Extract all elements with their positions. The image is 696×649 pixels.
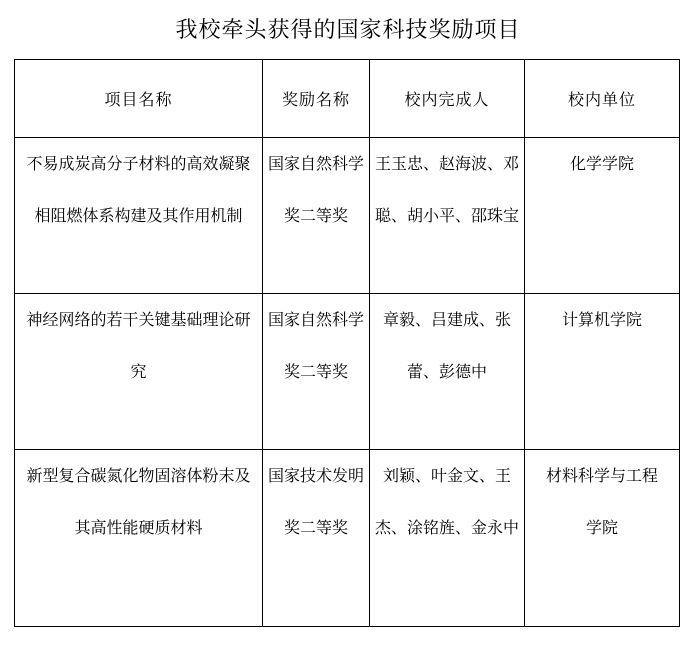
- header-completers: 校内完成人: [370, 60, 525, 138]
- table-row: [15, 450, 680, 627]
- unit-cell: 计算机学院: [525, 294, 680, 450]
- award-name-cell: 国家技术发明奖二等奖: [263, 450, 370, 627]
- award-name-cell: 国家自然科学奖二等奖: [263, 138, 370, 294]
- project-name-cell: 神经网络的若干关键基础理论研究: [15, 294, 263, 450]
- page-title: 我校牵头获得的国家科技奖励项目: [175, 18, 521, 43]
- header-project-name: 项目名称: [15, 60, 263, 138]
- header-unit: 校内单位: [525, 60, 680, 138]
- project-name-cell: 不易成炭高分子材料的高效凝聚相阻燃体系构建及其作用机制: [15, 138, 263, 294]
- unit-cell: 化学学院: [525, 138, 680, 294]
- table-header-row: [15, 60, 680, 138]
- award-name-cell: 国家自然科学奖二等奖: [263, 294, 370, 450]
- awards-table: [14, 59, 680, 627]
- unit-cell: 材料科学与工程学院: [525, 450, 680, 627]
- completers-cell: 章毅、吕建成、张蕾、彭德中: [370, 294, 525, 450]
- table-row: [15, 138, 680, 294]
- completers-cell: 王玉忠、赵海波、邓聪、胡小平、邵珠宝: [370, 138, 525, 294]
- completers-cell: 刘颖、叶金文、王杰、涂铭旌、金永中: [370, 450, 525, 627]
- table-row: [15, 294, 680, 450]
- project-name-cell: 新型复合碳氮化物固溶体粉末及其高性能硬质材料: [15, 450, 263, 627]
- header-award-name: 奖励名称: [263, 60, 370, 138]
